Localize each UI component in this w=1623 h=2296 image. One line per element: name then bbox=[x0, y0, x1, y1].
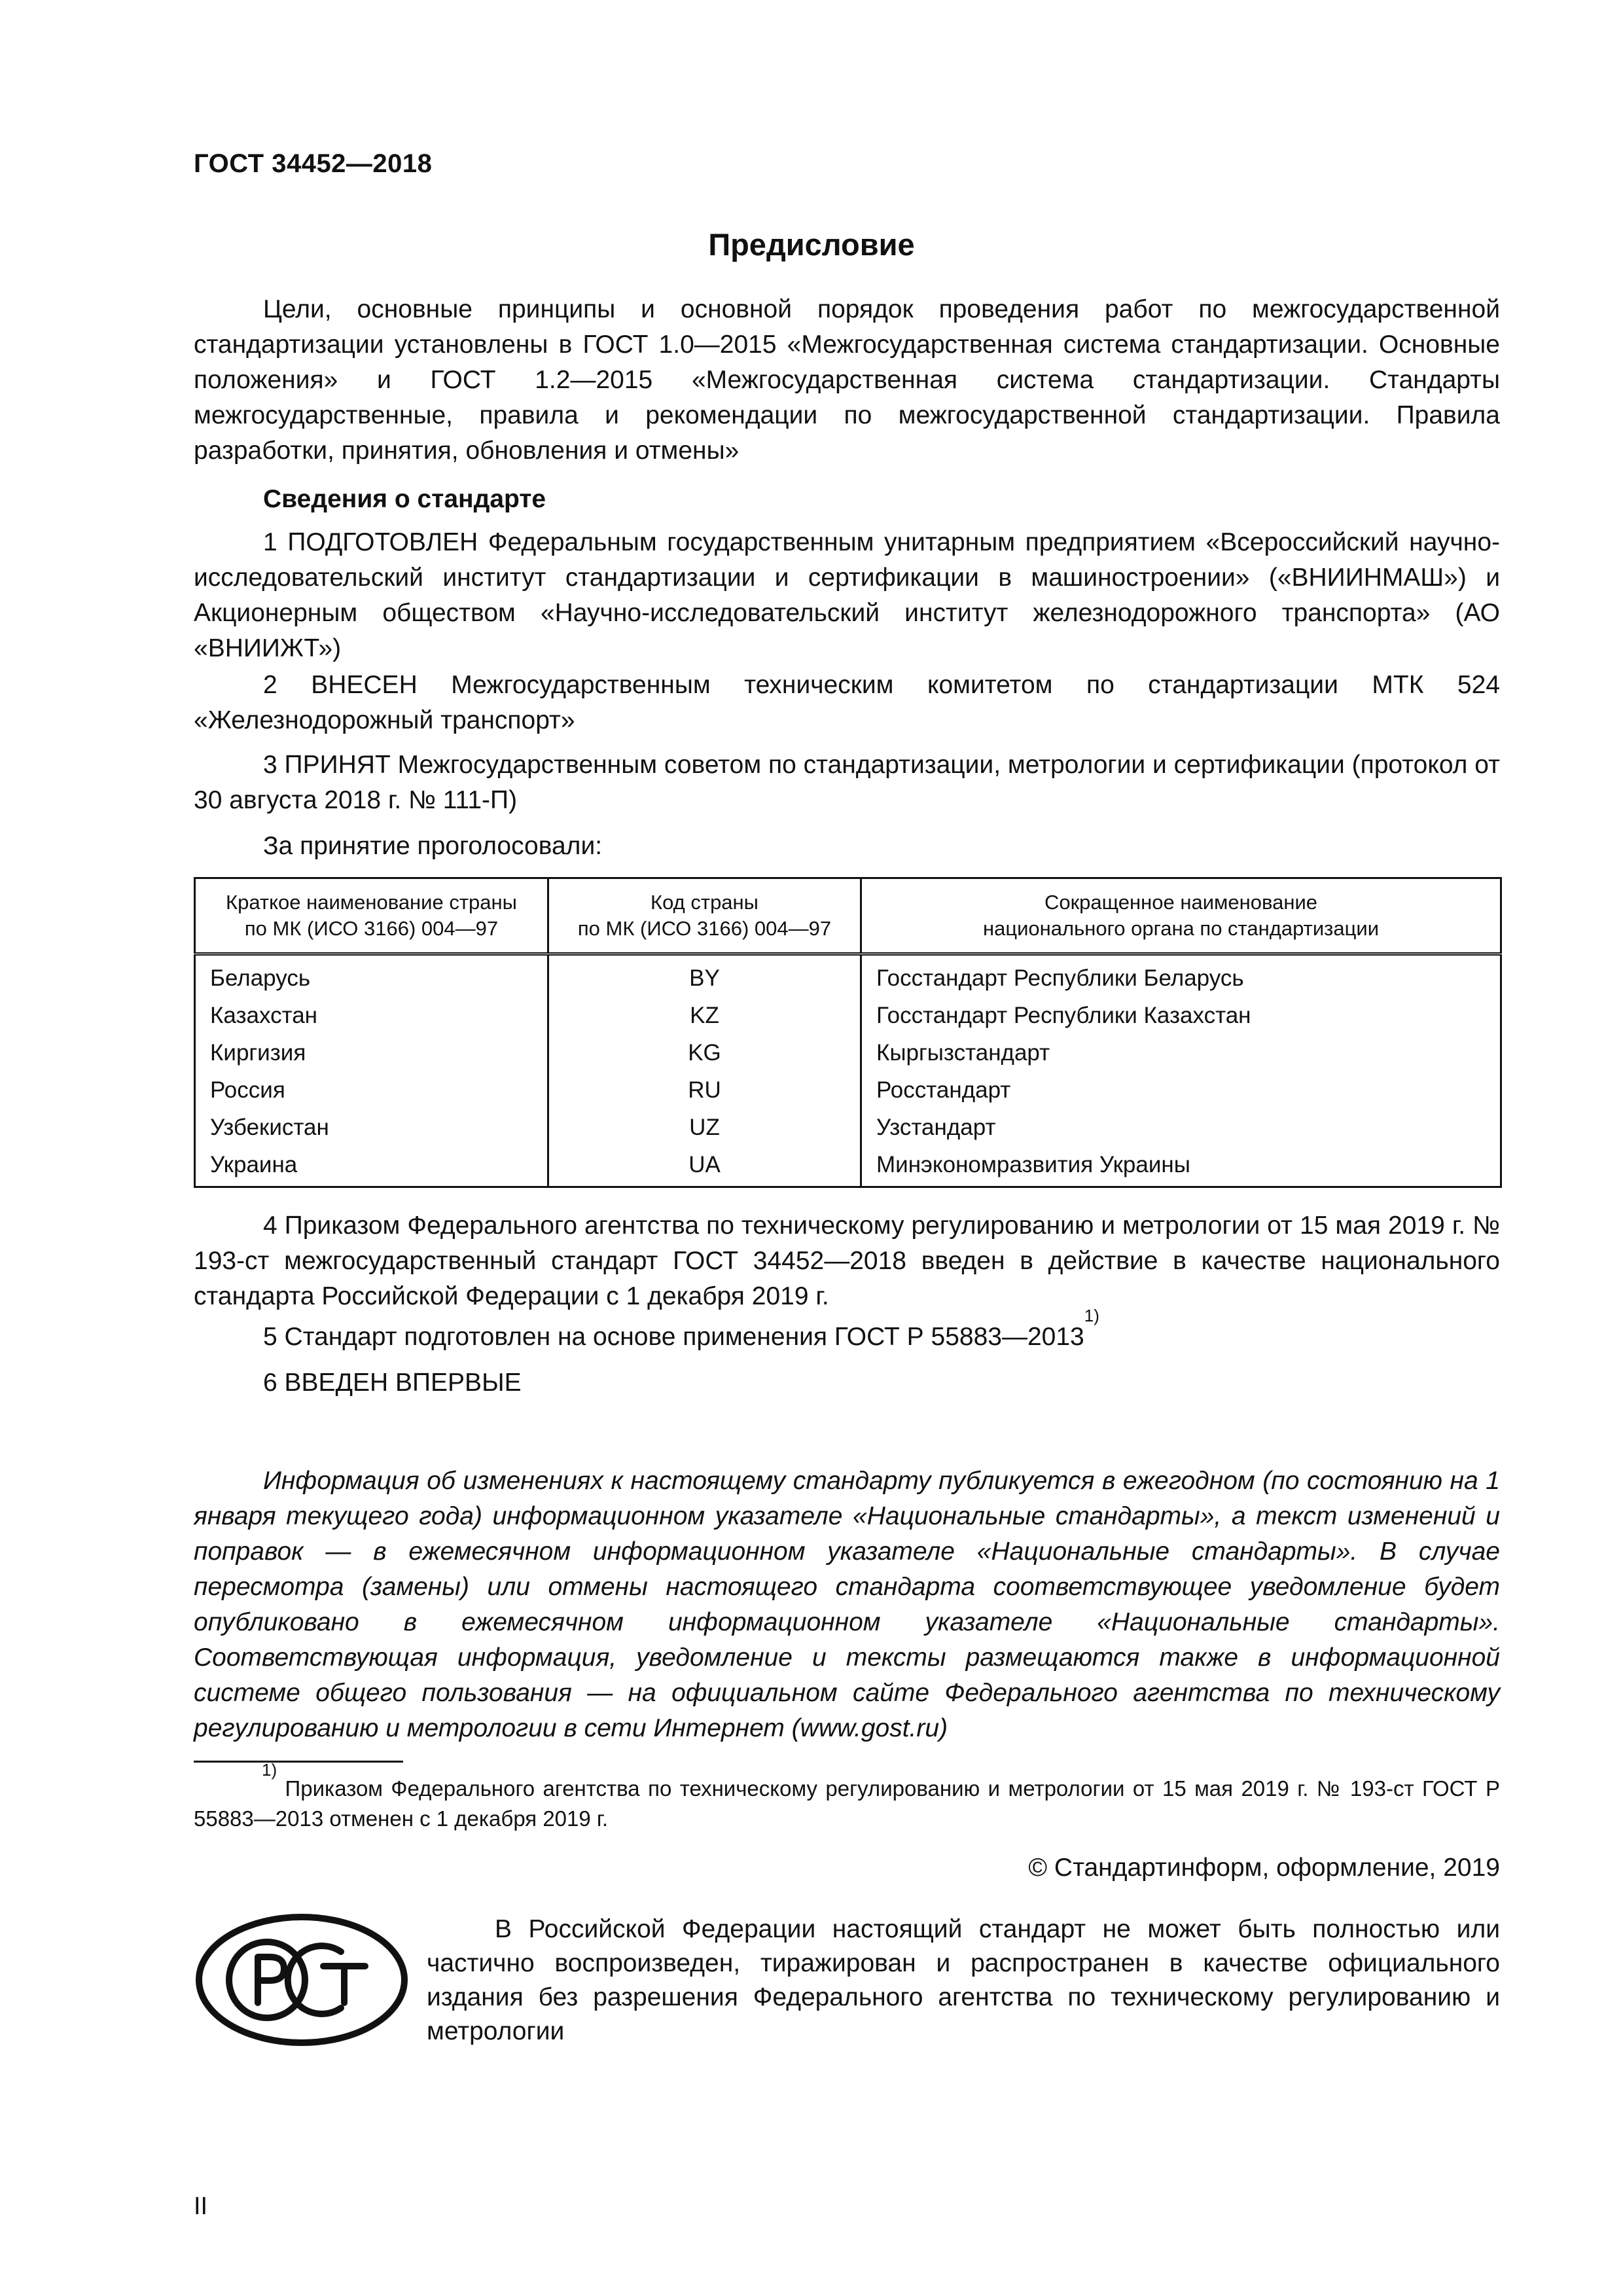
table-header-row bbox=[195, 878, 1501, 954]
item-3-paragraph: 3 ПРИНЯТ Межгосударственным советом по стандартизации, метрологии и сертификации (протокол от 30 августа 2018 г. № 111-П) bbox=[194, 751, 1500, 814]
item-5-block bbox=[194, 1306, 1500, 1355]
column-header-body: Сокращенное наименование национального органа по стандартизации bbox=[861, 878, 1501, 954]
rst-logo-icon bbox=[194, 1911, 410, 2049]
country-cell: Узбекистан bbox=[195, 1109, 548, 1146]
country-cell: Украина bbox=[195, 1146, 548, 1187]
intro-block bbox=[194, 292, 1500, 469]
item-6-paragraph: 6 ВВЕДЕН ВПЕРВЫЕ bbox=[263, 1369, 522, 1397]
footnote bbox=[194, 1760, 1500, 1834]
standards-body-cell: Росстандарт bbox=[861, 1071, 1501, 1109]
standards-body-cell: Госстандарт Республики Беларусь bbox=[861, 954, 1501, 997]
item-4-paragraph: 4 Приказом Федерального агентства по техническому регулированию и метрологии от 15 мая 2019 г. № 193-ст межгосударственный стандарт ГОСТ 34452—2018 введен в действие в качестве национального стандарта Российской Федерации с 1 декабря 2019 г. bbox=[194, 1211, 1500, 1310]
copyright-line: © Стандартинформ, оформление, 2019 bbox=[1028, 1854, 1500, 1882]
code-cell: BY bbox=[548, 954, 861, 997]
footnote-divider bbox=[194, 1761, 403, 1763]
document-header: ГОСТ 34452—2018 bbox=[194, 149, 433, 178]
table-row bbox=[195, 1071, 1501, 1109]
standard-info-heading-block bbox=[194, 482, 1500, 517]
table-row bbox=[195, 954, 1501, 997]
footnote-ref: 1) bbox=[1084, 1306, 1099, 1325]
code-cell: UA bbox=[548, 1146, 861, 1187]
vote-label-block bbox=[194, 829, 1500, 864]
standards-body-cell: Кыргызстандарт bbox=[861, 1034, 1501, 1071]
table-row bbox=[195, 1034, 1501, 1071]
country-cell: Беларусь bbox=[195, 954, 548, 997]
standards-body-cell: Узстандарт bbox=[861, 1109, 1501, 1146]
table-row bbox=[195, 1109, 1501, 1146]
code-cell: KZ bbox=[548, 997, 861, 1034]
table-row bbox=[195, 1146, 1501, 1187]
footnote-text: Приказом Федерального агентства по техническому регулированию и метрологии от 15 мая 2019 г. № 193-ст ГОСТ Р 55883—2013 отменен с 1 декабря 2019 г. bbox=[194, 1776, 1500, 1831]
item-1-block bbox=[194, 525, 1500, 666]
section-heading: Сведения о стандарте bbox=[263, 485, 546, 513]
voting-countries-table bbox=[194, 877, 1502, 1188]
standards-body-cell: Госстандарт Республики Казахстан bbox=[861, 997, 1501, 1034]
vote-label: За принятие проголосовали: bbox=[263, 832, 603, 860]
item-2-block bbox=[194, 668, 1500, 738]
country-cell: Россия bbox=[195, 1071, 548, 1109]
intro-paragraph: Цели, основные принципы и основной порядок проведения работ по межгосударственной стандартизации установлены в ГОСТ 1.0—2015 «Межгосударственная система стандартизации. Основные положения» и ГОСТ 1.2—2015 «Межгосударственная система стандартизации. Стандарты межгосударственные, правила и рекомендации по межгосударственной стандартизации. Правила разработки, принятия, обновления и отмены» bbox=[194, 295, 1500, 465]
code-cell: UZ bbox=[548, 1109, 861, 1146]
item-1-paragraph: 1 ПОДГОТОВЛЕН Федеральным государственным унитарным предприятием «Всероссийский научно-исследовательский институт стандартизации и сертификации в машиностроении» («ВНИИНМАШ») и Акционерным обществом «Научно-исследовательский институт железнодорожного транспорта» (АО «ВНИИЖТ») bbox=[194, 528, 1500, 662]
code-cell: KG bbox=[548, 1034, 861, 1071]
standards-body-cell: Минэкономразвития Украины bbox=[861, 1146, 1501, 1187]
legal-notice: В Российской Федерации настоящий стандарт не может быть полностью или частично воспроизведен, тиражирован и распространен в качестве официального издания без разрешения Федерального агентства по техническому регулированию и метрологии bbox=[427, 1915, 1500, 2045]
item-5-paragraph: 5 Стандарт подготовлен на основе применения ГОСТ Р 55883—2013$^{1)}$ bbox=[263, 1306, 1099, 1351]
column-header-country: Краткое наименование страны по МК (ИСО 3166) 004—97 bbox=[195, 878, 548, 954]
item-6-block bbox=[194, 1365, 1500, 1401]
table-row bbox=[195, 997, 1501, 1034]
country-cell: Казахстан bbox=[195, 997, 548, 1034]
footnote-mark: 1) bbox=[262, 1760, 277, 1780]
item-3-block bbox=[194, 747, 1500, 818]
code-cell: RU bbox=[548, 1071, 861, 1109]
change-notice-block bbox=[194, 1463, 1500, 1746]
item-2-paragraph: 2 ВНЕСЕН Межгосударственным техническим комитетом по стандартизации МТК 524 «Железнодорожный транспорт» bbox=[194, 671, 1500, 734]
country-cell: Киргизия bbox=[195, 1034, 548, 1071]
column-header-code: Код страны по МК (ИСО 3166) 004—97 bbox=[548, 878, 861, 954]
item-4-block bbox=[194, 1208, 1500, 1314]
change-notice-paragraph: Информация об изменениях к настоящему стандарту публикуется в ежегодном (по состоянию на 1 января текущего года) информационном указателе «Национальные стандарты», а текст изменений и поправок — в ежемесячном информационном указателе «Национальные стандарты». В случае пересмотра (замены) или отмены настоящего стандарта соответствующее уведомление будет опубликовано в ежемесячном информационном указателе «Национальные стандарты». Соответствующая информация, уведомление и тексты размещаются также в информационной системе общего пользования — на официальном сайте Федерального агентства по техническому регулированию и метрологии в сети Интернет (www.gost.ru) bbox=[194, 1467, 1500, 1742]
page-number: II bbox=[194, 2193, 208, 2220]
page-title: Предисловие bbox=[708, 227, 915, 262]
